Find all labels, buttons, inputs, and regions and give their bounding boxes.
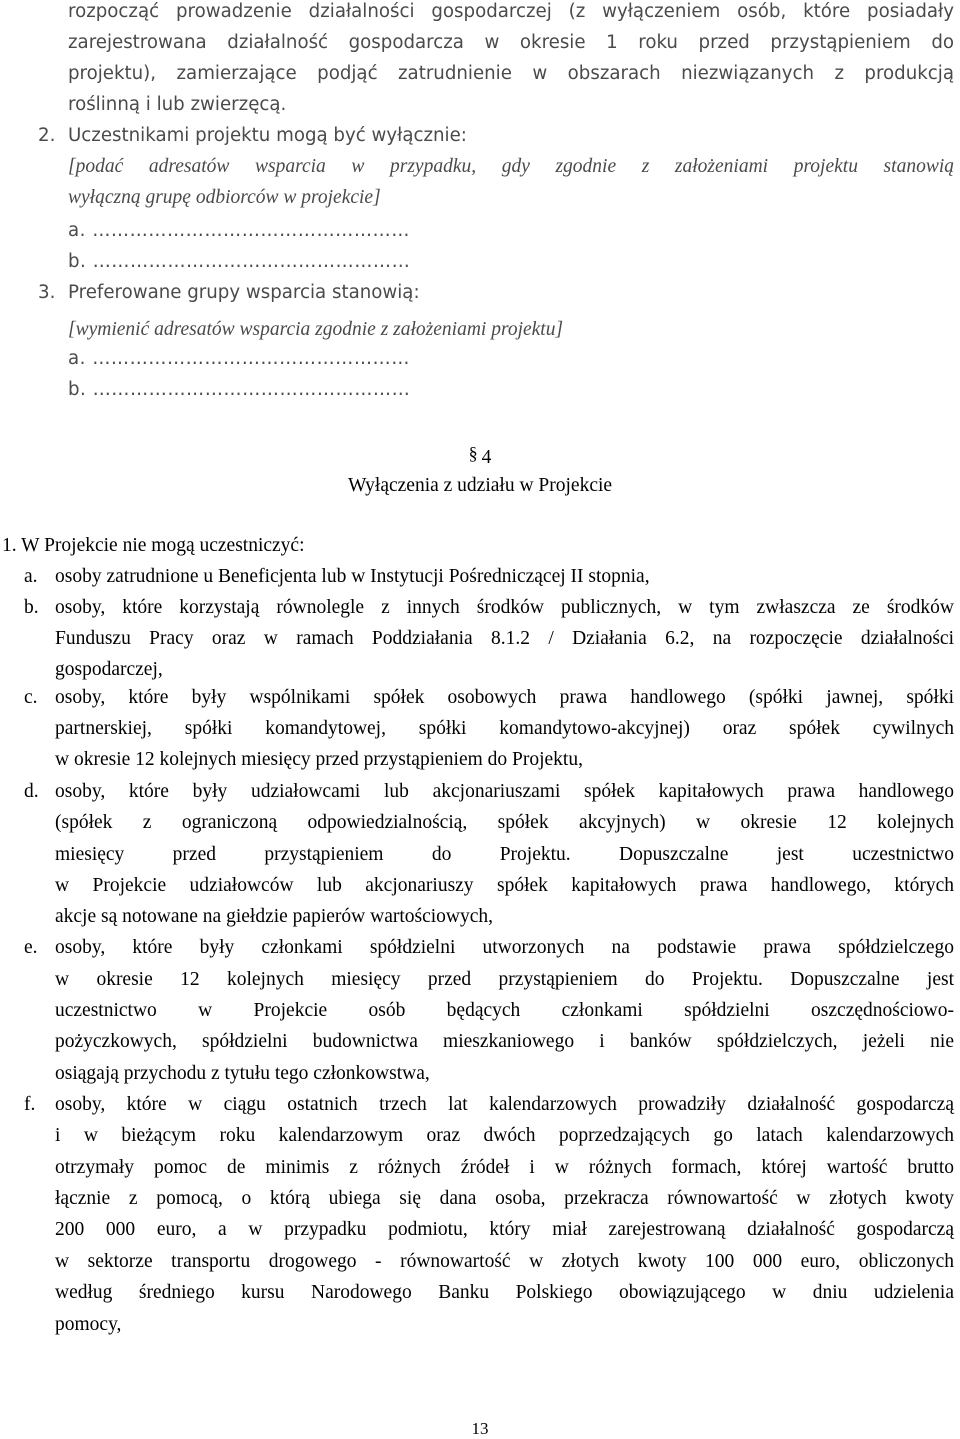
item2-placeholder-b: b. …………………………………………… <box>68 251 411 272</box>
item2-text: Uczestnikami projektu mogą być wyłącznie: <box>68 125 467 146</box>
intro-line-2: zarejestrowana działalność gospodarcza w okresie 1 roku przed przystąpieniem do <box>68 32 954 53</box>
list-c-letter: c. <box>24 687 38 708</box>
intro-line-4: roślinną i lub zwierzęcą. <box>68 94 287 115</box>
list-e-line-1: osoby, które były członkami spółdzielni utworzonych na podstawie prawa spółdzielczego <box>55 937 954 958</box>
list-f-line-5: 200 000 euro, a w przypadku podmiotu, który miał zarejestrowaną działalność gospodarczą <box>55 1219 954 1240</box>
item3-number: 3. <box>38 282 56 303</box>
list-d-line-2: (spółek z ograniczoną odpowiedzialnością, spółek akcyjnych) w okresie 12 kolejnych <box>55 812 954 833</box>
list-e-line-5: osiągają przychodu z tytułu tego członkowstwa, <box>55 1063 430 1084</box>
list-f-line-3: otrzymały pomoc de minimis z różnych źródeł i w różnych formach, której wartość brutto <box>55 1157 954 1178</box>
item3-italic-line: [wymienić adresatów wsparcia zgodnie z założeniami projektu] <box>68 319 564 340</box>
list-e-line-3: uczestnictwo w Projekcie osób będących członkami spółdzielni oszczędnościowo- <box>55 1000 954 1021</box>
list-d-letter: d. <box>24 781 39 802</box>
list-f-line-7: według średniego kursu Narodowego Banku Polskiego obowiązującego w dniu udzielenia <box>55 1282 954 1303</box>
list-f-letter: f. <box>24 1094 36 1115</box>
list-d-line-4: w Projekcie udziałowców lub akcjonariuszy spółek kapitałowych prawa handlowego, których <box>55 875 954 896</box>
list-a-letter: a. <box>24 566 38 587</box>
page-number: 13 <box>471 1419 489 1438</box>
list-d-line-5: akcje są notowane na giełdzie papierów wartościowych, <box>55 906 494 927</box>
list-b-line-1: osoby, które korzystają równolegle z innych środków publicznych, w tym zwłaszcza ze środków <box>55 597 954 618</box>
list-c-line-1: osoby, które były wspólnikami spółek osobowych prawa handlowego (spółki jawnej, spółki <box>55 687 954 708</box>
intro-line-1: rozpocząć prowadzenie działalności gospodarczej (z wyłączeniem osób, które posiadały <box>68 1 954 22</box>
list-f-line-6: w sektorze transportu drogowego - równowartość w złotych kwoty 100 000 euro, obliczonych <box>55 1251 954 1272</box>
list-b-letter: b. <box>24 597 39 618</box>
list-f-line-8: pomocy, <box>55 1314 122 1335</box>
intro-line-3: projektu), zamierzające podjąć zatrudnienie w obszarach niezwiązanych z produkcją <box>68 63 954 84</box>
item2-italic-line-1: [podać adresatów wsparcia w przypadku, gdy zgodnie z założeniami projektu stanowią <box>68 156 954 177</box>
list-d-line-3: miesięcy przed przystąpieniem do Projektu. Dopuszczalne jest uczestnictwo <box>55 844 954 865</box>
item3-placeholder-a: a. …………………………………………… <box>68 348 410 369</box>
list-c-line-2: partnerskiej, spółki komandytowej, spółki komandytowo-akcyjnej) oraz spółek cywilnych <box>55 718 954 739</box>
list-e-line-2: w okresie 12 kolejnych miesięcy przed przystąpieniem do Projektu. Dopuszczalne jest <box>55 969 954 990</box>
list-e-letter: e. <box>24 937 38 958</box>
section-number-value: 4 <box>481 447 492 468</box>
list-b-line-3: gospodarczej, <box>55 659 163 680</box>
item3-text: Preferowane grupy wsparcia stanowią: <box>68 282 420 303</box>
item2-placeholder-a: a. …………………………………………… <box>68 220 410 241</box>
list-e-line-4: pożyczkowych, spółdzielni budownictwa mieszkaniowego i banków spółdzielczych, jeżeli nie <box>55 1031 954 1052</box>
point-1: 1. W Projekcie nie mogą uczestniczyć: <box>2 535 305 556</box>
list-f-line-1: osoby, które w ciągu ostatnich trzech lat kalendarzowych prowadziły działalność gospodarczą <box>55 1094 954 1115</box>
list-f-line-4: łącznie z pomocą, o którą ubiega się dana osoba, przekracza równowartość w złotych kwoty <box>55 1188 954 1209</box>
list-a-line-1: osoby zatrudnione u Beneficjenta lub w Instytucji Pośredniczącej II stopnia, <box>55 566 650 587</box>
list-d-line-1: osoby, które były udziałowcami lub akcjonariuszami spółek kapitałowych prawa handlowego <box>55 781 954 802</box>
list-c-line-3: w okresie 12 kolejnych miesięcy przed przystąpieniem do Projektu, <box>55 749 583 770</box>
section-symbol: § <box>468 443 478 463</box>
item2-italic-line-2: wyłączną grupę odbiorców w projekcie] <box>68 187 381 208</box>
section-number <box>0 441 960 470</box>
list-b-line-2: Funduszu Pracy oraz w ramach Poddziałania 8.1.2 / Działania 6.2, na rozpoczęcie działalności <box>55 628 954 649</box>
item2-number: 2. <box>38 125 56 146</box>
section-title: Wyłączenia z udziału w Projekcie <box>347 475 613 496</box>
item3-placeholder-b: b. …………………………………………… <box>68 379 411 400</box>
list-f-line-2: i w bieżącym roku kalendarzowym oraz dwóch poprzedzających go latach kalendarzowych <box>55 1125 954 1146</box>
